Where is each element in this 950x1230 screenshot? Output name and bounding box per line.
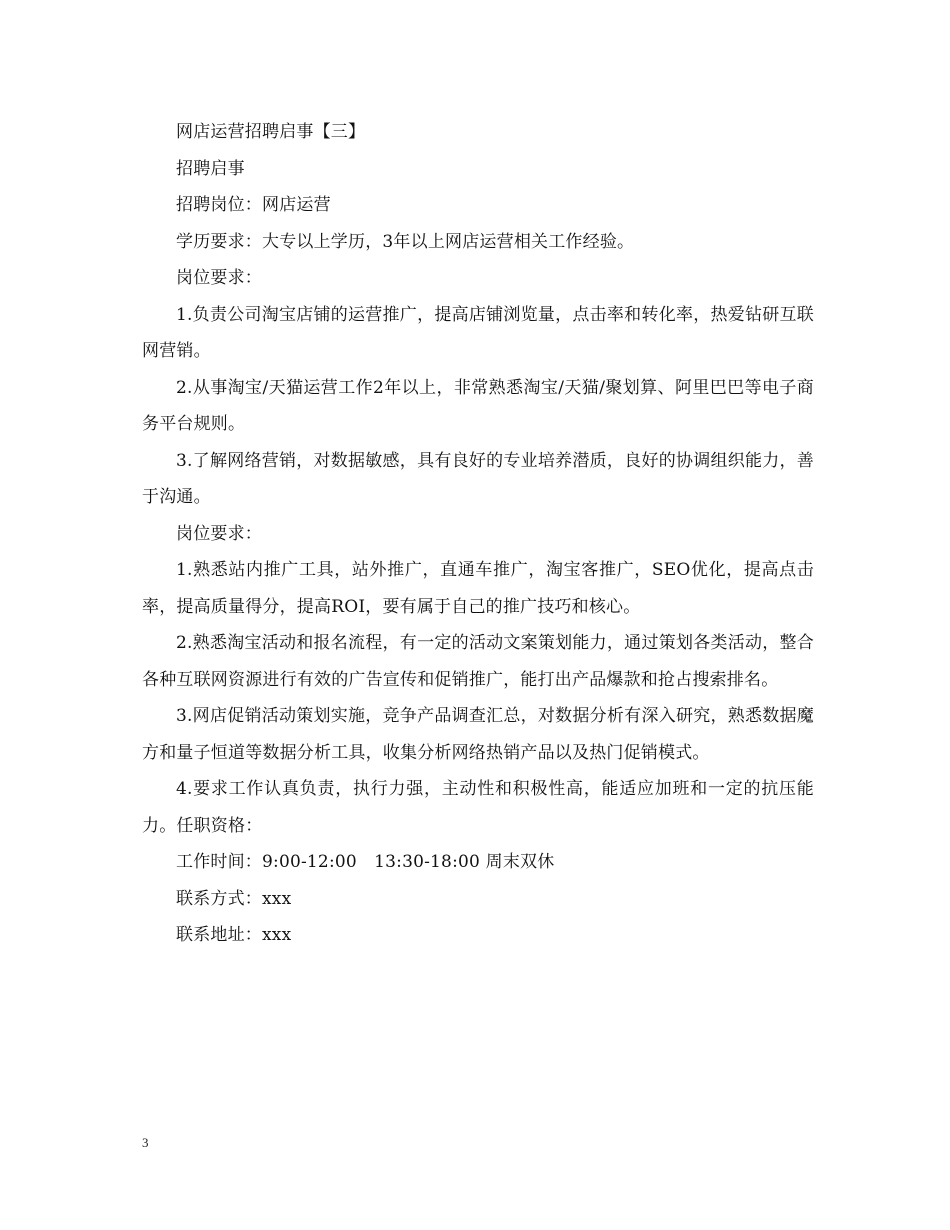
- contact-address: 联系地址：xxx: [176, 925, 292, 945]
- job-position: 招聘岗位：网店运营: [176, 195, 331, 215]
- duty-item-4: 4.要求工作认真负责，执行力强，主动性和积极性高，能适应加班和一定的抗压能力。任职资格：: [142, 779, 814, 836]
- duty-item-3: 3.网店促销活动策划实施，竞争产品调查汇总，对数据分析有深入研究，熟悉数据魔方和量子恒道等数据分析工具，收集分析网络热销产品以及热门促销模式。: [142, 706, 814, 763]
- document-title: 网店运营招聘启事【三】: [176, 122, 366, 142]
- requirement-item-2: 2.从事淘宝/天猫运营工作2年以上，非常熟悉淘宝/天猫/聚划算、阿里巴巴等电子商务平台规则。: [142, 377, 814, 434]
- requirements-heading-2: 岗位要求：: [176, 523, 262, 544]
- duty-item-1: 1.熟悉站内推广工具，站外推广，直通车推广，淘宝客推广，SEO优化，提高点击率，提高质量得分，提高ROI，要有属于自己的推广技巧和核心。: [142, 560, 814, 617]
- education-requirement: 学历要求：大专以上学历，3年以上网店运营相关工作经验。: [176, 231, 635, 252]
- contact-method: 联系方式：xxx: [176, 888, 292, 909]
- document-body: [142, 114, 814, 954]
- working-hours: 工作时间：9:00-12:00 13:30-18:00 周末双休: [176, 852, 555, 872]
- section-heading: 招聘启事: [176, 158, 245, 179]
- requirement-item-1: 1.负责公司淘宝店铺的运营推广，提高店铺浏览量，点击率和转化率，热爱钻研互联网营销。: [142, 304, 814, 361]
- requirements-heading-1: 岗位要求：: [176, 268, 262, 288]
- page-number: 3: [142, 1135, 149, 1150]
- duty-item-2: 2.熟悉淘宝活动和报名流程，有一定的活动文案策划能力，通过策划各类活动，整合各种互联网资源进行有效的广告宣传和促销推广，能打出产品爆款和抢占搜索排名。: [142, 633, 814, 690]
- requirement-item-3: 3.了解网络营销，对数据敏感，具有良好的专业培养潜质，良好的协调组织能力，善于沟通。: [142, 450, 814, 507]
